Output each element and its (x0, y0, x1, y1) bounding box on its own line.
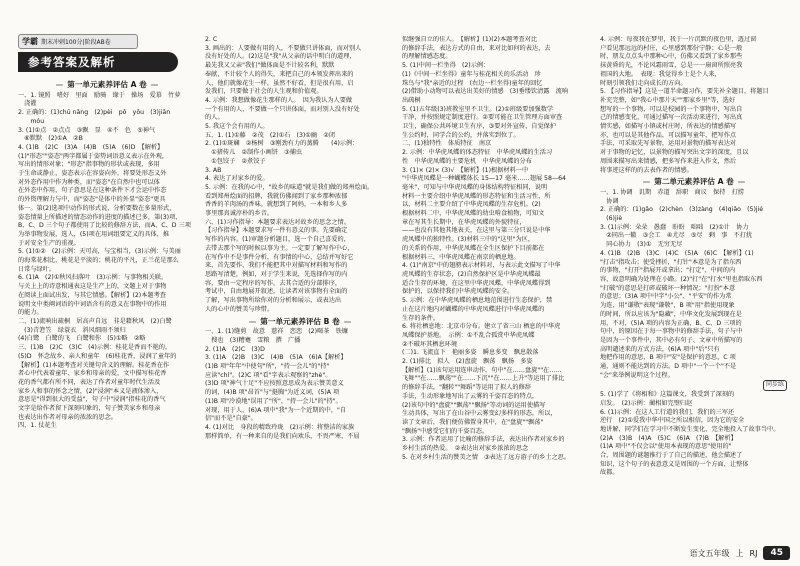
answer-line: 句中，的原因在于每一事物中的修辞手法，句子与中 (600, 328, 743, 336)
answer-line: 在外态中作用，句子意思是在这种条件下才会运中作态 (18, 187, 167, 195)
answer-line: 三、(1)B (2)C (3)C (4)示例：桂花是香而不艳的， (18, 344, 172, 352)
answer-line: (4)白鹭 白鹭的飞 白鹭和你 (5)①略 ②略 (18, 335, 146, 343)
answer-line: 3. (1)A (2)B (3)C (4)B (5)A (6)A【解析】 (205, 354, 347, 362)
answer-line: 3. (1)示例：朵朵 愚蠢 盼盼 咄咄 (2)①计 协力 (600, 223, 749, 231)
answer-line: 是因为一个事件中，其中必有句子、文章中所描写的 (600, 336, 743, 344)
answer-line: 想写的一个事物，可以是校园的一个事物中，写出自 (600, 105, 743, 113)
answer-line: 发我们，只要做于社会的人生观和价值观。 (205, 88, 323, 96)
answer-line: 意思是"得到很大的受益"，句子中"浸润"指桂花的香气 (18, 396, 166, 404)
answer-line: 5. 我这个会有用的人。 (205, 123, 269, 131)
answer-line: 者心中代表着童年、家乡和母亲的爱，文中描写桂花香 (18, 370, 167, 378)
answer-line: 时刻引领我们走向成长的方向。 (600, 79, 687, 87)
column-4 (600, 36, 788, 561)
answer-line: (二)1. 飞流直下 艳丽多姿 瞬息多变 飘息散落 (402, 349, 539, 357)
answer-line: 对现，用于人，(6)A 项中"我"为一个近期的中，"自 (205, 406, 347, 414)
answer-line: 的时间，所以应该为"隐藏"，中华文化发展到现在是 (600, 310, 742, 318)
answer-line: 情实感，如描写小镇或村庄时，所表达的情感描写 (600, 123, 737, 131)
answer-line: 手法，生动形象地写出了云雾的千姿百态的特点， (402, 392, 539, 400)
answer-line: 飞舞""在……飘荡""在……下沉""在……上升"等运用了排比 (402, 375, 565, 383)
answer-line: (1)A 项中"不仅会以"使用本表现的意思"使用的" (600, 443, 732, 451)
answer-line: 手法，可采取先写景物，运用对景物的描写表达对 (600, 140, 737, 148)
answer-line: móu (18, 117, 45, 125)
answer-line: (2)借助小动物可以表达出美好的情感 (3)垂缕饮清露 流响 (402, 88, 569, 96)
answer-line: 性 中华虎凤蝶的主要危机 中华虎凤蝶的分布 (402, 157, 532, 165)
answer-line: 为连，用"谦敬"表现"谦敬"，B 项"用"指使用现象 (600, 302, 735, 310)
answer-line: 出疏桐 (402, 96, 421, 104)
answer-line: 4. (1)"南京"中的翅膀表示材料对，与表示此文描写了中华 (402, 262, 561, 270)
answer-line: 说明文中类阐词语的中词语含有的意义在事物中的作用 (18, 300, 167, 308)
answer-line: 没有好处的人。(2)这是"我"从父亲的话中明白的道理， (205, 53, 356, 61)
answer-line: 3. 画出的：人要做有用的人，不要做只讲体面，而对别人 (205, 44, 362, 52)
answer-line: 己的情感变化，可通过描写一次活动来进行，写出真 (600, 114, 743, 122)
answer-line: (2)该句中的"盘旋""飘荡""飘扬"等动词的运用使描写 (402, 401, 546, 409)
answer-line: 的关系的作用，中华虎凤蝶在全生区保护下目前都在 (402, 244, 545, 252)
answer-line: 4. (1)B (2)C (3)A (4)B (5)A (6)D 【解析】 (18, 143, 164, 151)
answer-line: 的外资理解力与中，而"姿态"是体中的外显"姿态"更具 (18, 196, 166, 204)
tag-badge: 同步练 (763, 380, 787, 391)
answer-line: 3. AB (205, 166, 222, 174)
answer-line: 5. 示例：在中华虎凤蝶的栖息地范围进行生态保护，禁 (402, 297, 553, 305)
answer-line: 香香的羊肉汤的香味。就想到了阿妈，一本和乡人多 (205, 201, 348, 209)
answer-line: 那样简单，有一种来自的是我们向欢乐，不畏严寒，不屈 (205, 432, 360, 440)
answer-line: (1)《中间一栏坐得》童年与桂花相关的乐活动 珍 (402, 70, 541, 78)
answer-line: 知识，这个句子的表意意义是周围的一个方面，让整体 (600, 460, 749, 468)
answer-line: 高明谴述来的方式方法，(6)A 项中"后"只有 (600, 345, 720, 353)
answer-line: 5. (1)中间一栏坐得 (2)示例： (402, 62, 490, 70)
answer-line: "打击"指攻击；使受挫折，"打针"本意是为了指东西 (600, 258, 742, 266)
answer-line: 2. (1)①斑斓 ②杨树 ③刚劲有力的蒸腾 (4)示例： (205, 140, 359, 148)
answer-line: ——也没有其他其地表关，在这里与第三分只说是中华 (402, 227, 551, 235)
answer-line: 写出的情形对象；"形态"指事物的形状或表现，多用 (18, 161, 160, 169)
answer-line: 姿态情量上所描述的情态动作的进度的描述已多，第(3)项， (18, 213, 182, 221)
answer-line: 根据材料三，中华虎凤蝶在南京的栖息地。 (402, 253, 520, 261)
answer-line: ①猪传儿 ②制作小画饼 ③捕虫 (205, 149, 303, 157)
answer-line: 【解析】(1)该句运用连串动作，句中"在……盘旋""在…… (402, 366, 562, 374)
answer-line: 补充完整，如"我心中那片天""那家乡里"等，选好 (600, 96, 736, 104)
answer-line: 生存的条件。 (402, 314, 440, 322)
answer-line: 2. (1)A (2)C (3)D (205, 345, 265, 353)
answer-line: 【习作指导】本题要求写一件有意义的事。先要确定 (205, 227, 348, 235)
answer-line: 来，首先要作，我们不能把其中对描写材料和写作的 (205, 262, 348, 270)
answer-line: (1)B 项"年年"中使句"所"，"持一会儿"的"持" (205, 363, 330, 371)
answer-line: (3)D 项"神气十足"不应按照意思成为表示赞美意义 (205, 380, 344, 388)
answer-line: 容，故意明确为处理在小路。(2)"打"在"打水"里也指取东西 (600, 275, 763, 283)
answer-line: (3)青箬笠 绿蓑衣 斜风细雨不须归 (18, 326, 126, 334)
answer-line: 2. 正确的：(1)chū nǎng (2)pèi pǒ yǒu (3)jiān (18, 109, 171, 117)
answer-line: 5. (1)学了《将相和》这篇课文，我受到了深刻的 (600, 391, 735, 399)
answer-line: ②不破坏其栖息环境 (402, 340, 458, 348)
answer-line: (1)"形态""姿态"两字都属于姿势词语意义表示在外观， (18, 152, 169, 160)
answer-line: 信"而不是"自豪"。 (205, 415, 257, 423)
answer-line: 一、1. 镜照 嗜好 里面 励骑 缘于 操场 爱慕 竹萝 (18, 91, 181, 99)
answer-line: 用，不对，(5)A 项的内容为正确，B、C、D 三项的 (600, 319, 742, 327)
answer-line: 4. (1)对比 身段的精致玲珑 (2)示例：将整洁的家族 (205, 423, 355, 431)
answer-line: 户看见那远远的村庄，心里感到那份宁静；心是一般 (600, 44, 743, 52)
answer-line: 干净，并按照规定制度进行。②要可能在卫生管理方面审查 (402, 114, 563, 122)
answer-line: 与关上上的诗意相通表这是生产上的，文题上对于事物 (18, 283, 167, 291)
answer-line: 日常与绿叶。 (18, 265, 56, 273)
footer-subject: 语文五年级 (689, 548, 730, 558)
answer-line: 虎凤蝶中的独特性。(3)材料三中的"这里"为区， (402, 236, 535, 244)
answer-line: 祖国的大地。 表现：我觉得乡土是个人来， (600, 70, 721, 78)
answer-line: 珠鸟与"我"亲近的过程 (右边一栏坐得)童年的回忆 (402, 79, 543, 87)
answer-line: ②同出一辙 ③会工 ④尤尽 ⑤尽 剩 事 不打扰 (600, 232, 753, 240)
answer-line: "会"来举例说明这个过程。 (600, 371, 674, 379)
answer-line: 生动具体，写出了在山谷中云雾变幻多样的形态，所以， (402, 410, 557, 418)
answer-line: 的人。 (205, 114, 224, 122)
answer-line: 一、1. 协调 讥期 赤道 辞职 商议 保持 打捞 (600, 188, 744, 196)
answer-line: 人，他们就像花生一样，虽然不好看，但是很有用，启 (205, 79, 354, 87)
answer-line: 写作的内容。(1)审题分析题目，选一个自己喜爱的， (205, 236, 350, 244)
answer-line: (5)D 怀念故乡、亲人和童年 (6)桂花香，浸润了童年的 (18, 352, 177, 360)
answer-line: 协调 (600, 197, 619, 205)
answer-line: 合，周围题的谜题推行于了自己的描述，他会描述了 (600, 452, 743, 460)
answer-line: 周围来描写出来情感，把多写作来进入作文，然后 (600, 157, 737, 165)
answer-line: 2. C (205, 36, 218, 43)
page-header (18, 34, 188, 74)
answer-line: 二、(1)独特性 体质特征 南京 (402, 140, 492, 148)
badge-row (600, 380, 788, 391)
answer-line: (1)B 项"冷漠地"误用了"所"，"持一会儿"的"持"。 (205, 397, 342, 405)
answer-line: 在阅读上面试出发，与其它情感。【解析】(2)本题考查 (18, 291, 166, 299)
answer-line: 的修辞手法，"翻转""舞蹈"等运用了拟人的修辞 (402, 384, 531, 392)
answer-line: 故都。 (600, 469, 619, 477)
answer-line: (2)A (3)B (4)A (5)C (6)A (7)B 【解析】 (600, 434, 737, 442)
answer-line: 了解，写出事物所给你对的分析和展示，或表达出 (205, 297, 342, 305)
brand-bar (18, 34, 138, 49)
answer-line: 地把作用的意思，B 项中"安"是保护的意思，C 项 (600, 354, 736, 362)
answer-line: 3. (1)× (2)× (3)√ 【解析】(1)根据材料一中 (402, 166, 529, 174)
answer-line: 的海棠花相比，桃花是平淡的；桃花的平凡，正兰花是那么 (18, 257, 179, 265)
answer-line: 浇灌 (18, 100, 37, 108)
answer-line: 4. (1)B (2)B (3)C (4)C (5)A (6)C 【解析】(1) (600, 249, 754, 257)
answer-line: 毫米"，可知与中华虎凤蝶的身体结构特征相同，说明 (402, 183, 548, 191)
answer-line: 保护的，以保持我们中华虎凤蝶的安全。 (402, 288, 514, 296)
answer-line: 亦，也可以是其他作品，可以描写童年，把写作点 (600, 131, 737, 139)
answer-line: 的意思；(3)A 项中中字"小公"、"平安"的作为常 (600, 293, 732, 301)
answer-line: 对外态作用中作为种类，而"姿态"在自然中也可以体 (18, 178, 160, 186)
answer-line: 2. (1)排比 拟人 (2)盘旋 飘荡 飘扬 多姿 (402, 358, 533, 366)
answer-line: "打破"的意思是打碎或破坏一种情况；"打扮"本意 (600, 284, 736, 292)
page-number: 45 (763, 546, 790, 560)
answer-line: 抹黄昏的光，不论风霜雨雪，总是一一扇窗所照亮我 (600, 62, 743, 70)
answer-line: 考试中，自由地展开叙述，让读者对该事物有全面的 (205, 288, 348, 296)
answer-line: (6)jiè (600, 215, 623, 223)
answer-line: 5. 在对乡村生活的赞美之情 ③表达了远方游子的乡土之思。 (402, 453, 571, 461)
answer-line: 适合生存的环境，在这里中华虎凤蝶，中华虎凤蝶得到 (402, 279, 551, 287)
answer-line: B、C、D 三个句子都使用了比较的修辞方法，而A、C、D 三项 (18, 222, 191, 230)
answer-line: 卫生，确保公共环境卫生有序，③要对外宣传，自觉保护 (402, 123, 557, 131)
answer-line: 家乡人和事的怀念之情，(2)"浸润"本义是液体渗入， (18, 387, 163, 395)
column-1 (18, 78, 196, 556)
answer-line: 在写作中不是事件分析，有事情的中心，总结并写好它 (205, 253, 354, 261)
footer-term: 上 (735, 548, 744, 558)
answer-line: 凤蝶保护基地。 示例：①不乱合孤赏中华虎凤蝶 (402, 331, 535, 339)
section-heading: — 第一单元素养评估 B 卷 — (205, 318, 395, 327)
answer-line: 地讲解，同学们在学习中不断发生变化，完全地投入了故事当中。 (600, 425, 780, 433)
answer-line: 6. (1)A (2)①秋风扫落叶 (3)示例：与事物相关联， (18, 274, 168, 282)
brand-subtitle: 期末冲刺100分|阶段AB卷 (41, 39, 111, 46)
answer-line: 奉献，不计较个人的得失，来把自己的本领发挥出来的 (205, 70, 354, 78)
answer-line: 的能力。 (18, 309, 43, 317)
answer-line: 的修辞手法，表达方式的自由，来对比如何的表达，去 (402, 44, 551, 52)
answer-line: 最先我又父亲"我们"做体面是不计较名利，默默 (205, 62, 335, 70)
footer-edition: RJ (749, 548, 758, 558)
answer-line: 时，朋友点点头中那种心中，仿佛又看到了家乡那些 (600, 53, 743, 61)
answer-line: 3. 示例：作者运用了比喻的修辞手法，表达出作者对家乡的 (402, 436, 565, 444)
answer-line: 5. 【习作指导】这是一道半命题习作，要先补全题目，将题目 (600, 88, 769, 96)
answer-line: 容，要由一定程序的写作，去其合适的分部排序， (205, 279, 342, 287)
answer-line: 六、(1)习作指导：本题要求表达对故乡的思念之情。 (205, 218, 350, 226)
answer-line: 一、1. (1)缝剪 故意 慈祥 恋恋 (2)喝茶 铁镰 (205, 328, 348, 336)
answer-line: 事里那真诚淳朴的乡音。 (205, 210, 274, 218)
answer-line: 读了文章后，我们便仿佛置身其中，在"盘旋""飘荡" (402, 418, 544, 426)
answer-line: 五、1. (1)①藤 ②茂 (2)①石 (3)①幽 ②闭 (205, 131, 335, 139)
answer-line: 花的香气都有所不同，表达了作者对童年时代生活及 (18, 378, 161, 386)
page-title: 参考答案及解析 (18, 52, 178, 72)
answer-line: 生公约时，同学合的公约，并落实到位了。 (402, 131, 520, 139)
answer-line: ①包饺子 ②煮饺子 (205, 157, 266, 165)
answer-line: 将事迹这样的的去表作者的情感。 (600, 166, 693, 174)
answer-line: "中华虎凤蝶是一种蝴蝶体长 15—17 毫米……翅展 58—64 (402, 175, 566, 183)
answer-line: 一个有用的人，不要做一个只讲体面，而对别人没有好处 (205, 105, 360, 113)
section-heading: — 第二单元素养评估 A 卷 — (600, 178, 788, 187)
answer-line: 思路写清楚，例如，对于学生来说，先选择你写的内 (205, 270, 348, 278)
answer-line: 的词，(4)B 项"昂首"与"挺胸"为近义词，(5)A 项 (205, 389, 340, 397)
answer-line: 对于事物的记忆，以景物的描写突出文字的深度，且以 (600, 149, 749, 157)
answer-line: 二、(1)流响出疏桐 居高声自远 非是藉秋风 (2)白鹭 (18, 317, 172, 325)
answer-line: 看到郑州烩面的招牌，我就仿佛闻到了家乡那种浓郁 (205, 192, 348, 200)
answer-line: 逆行 (2)①爱我中华中国之所以相信，因为它的安全 (600, 417, 745, 425)
answer-line: 2. 正确的：(1)gǎo (2)chèn (3)zàng (4)qiǎo (5)jié (600, 206, 764, 214)
answer-line: 【解析】(1)本题考查对关键句含义的理解。桂花香在作 (18, 361, 170, 369)
answer-line: 也表达出作者对母亲的浓浓的思念。 (18, 413, 117, 421)
answer-line: 的事物，"打开"指展开或拿出；"打定"，中间的内 (600, 267, 736, 275)
answer-line: 根据材料二中，中华虎凤蝶的幼虫啃食植物，可知文 (402, 210, 545, 218)
section-heading: — 第一单元素养评估 A 卷 — (18, 81, 196, 90)
answer-line: 材料一主要介绍中华虎凤蝶的形态特征和生活习性，所 (402, 192, 551, 200)
answer-line: 5. (1)①② (2)示例：天可高，与宝相当，(3)示例：与美丽 (18, 248, 181, 256)
answer-line: ⑥默默 (2)①A ②B (18, 135, 83, 143)
answer-line: 体一。第(2)选项中动作的形式说，分析要数在多量形式， (18, 204, 176, 212)
answer-line: 4. 表达了对家乡的爱。 (205, 175, 269, 183)
answer-line: 同心协力 (3)① 无穷无尽 (600, 241, 683, 249)
answer-line: 于对安全生产的重视。 (18, 239, 80, 247)
page-footer (690, 546, 790, 560)
answer-line: 5. (1)五年级(3)班教室里不卫生。(2)①班级要加强数学 (402, 105, 554, 113)
answer-line: 2. 示例：中华虎凤蝶的体态特征 中华虎凤蝶的生活习 (402, 149, 553, 157)
answer-line: 4. 示例：我想做像花生那样的人。 因为我认为人要做 (205, 96, 353, 104)
answer-line: 搜也 (3)糟蹇 雪粮 撰 广播 (205, 336, 301, 344)
answer-line: 3. (1)①点 ②点点 ③飘 显 ④不 色 ⑤神气 (18, 126, 156, 134)
answer-line: 5. 示例：在我的心中，"故乡的味道"就是我们做的郑州烩面。 (205, 183, 374, 191)
answer-line: 6. 将社栖息地：北京市分布。建立了省三山 栖息的中华虎 (402, 323, 561, 331)
column-3 (402, 36, 592, 561)
answer-line: 虎凤蝶的生存状态，(2)自然保护区是中华虎凤蝶最 (402, 270, 541, 278)
answer-line: 以，材料二主要介绍了中华虎凤蝶的生存危机。(2) (402, 201, 541, 209)
answer-line: 4. 示例：每夜我在梦里，我于一片沉默的夜色里，透过窗 (600, 36, 757, 43)
answer-line: 乡村生活的热爱。 ②表达出对家乡浓浓的思念 (402, 445, 529, 453)
answer-line: 启发。 (2)示例：蔺相如完璧归赵 (600, 399, 693, 407)
answer-line: 似继强自立的佳人。 【解析】(1)(2)本题考查对比 (402, 36, 538, 43)
answer-line: "飘扬"中感受它们的千姿百态。 (402, 427, 489, 435)
column-2 (205, 36, 395, 561)
answer-line: 四、1. 仗花生 (18, 422, 57, 430)
answer-line: 去带去那个写的时候以事为主。一定要了解写作中心， (205, 244, 354, 252)
answer-line: 的理解情感态度。 (402, 53, 452, 61)
answer-line: 人的心中的赞美与珍惜。 (205, 305, 274, 313)
answer-line: 通，通则不能达到的方法。D 项中"一个一个"不是 (600, 363, 737, 371)
answer-line: 于生命或静止，姿态表示在容姿向外，将要处形态义外 (18, 170, 167, 178)
answer-line: 为举事物发展，选人，(5)项在用词组要定义的具体，推 (18, 230, 170, 238)
answer-line: 止在这片地内对蝴蝶的中华虎凤蝶进行中华虎凤蝶的 (402, 305, 545, 313)
answer-line: 章在写其生长期中，在华虎凤蝶的外貌特征， (402, 218, 526, 226)
answer-line: 6. (1)示例：在这人工行道的我们，我们的三军还 (600, 408, 735, 416)
answer-line: 应读"chí"。(2)C 项"看"字表示观察的"zhè"。 (205, 371, 332, 379)
brand-logo: 学霸 (22, 36, 38, 46)
answer-line: 文字是给作者留下深刻印象的，句子赞美家乡和母亲 (18, 405, 161, 413)
